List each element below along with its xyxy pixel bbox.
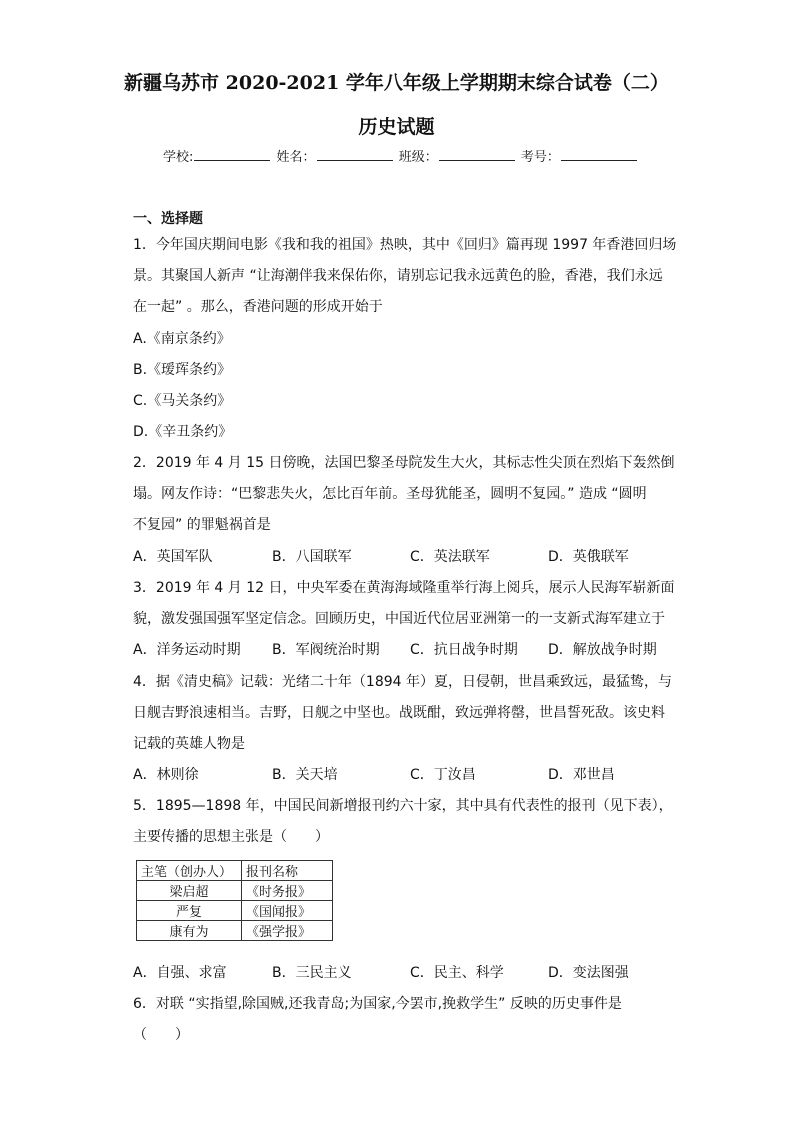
exam-number-label: 考号： xyxy=(520,150,560,165)
name-label: 姓名： xyxy=(276,150,316,165)
q1-line: 在一起” 。那么，香港问题的形成开始于 xyxy=(133,299,383,315)
q4-line: 4．据《清史稿》记载：光绪二十年（1894 年）夏，日侵朝，世昌乘致远，最猛鸷，与 xyxy=(133,674,672,690)
exam-number-blank[interactable] xyxy=(561,148,637,161)
table-header-cell: 报刊名称 xyxy=(242,861,333,881)
table-row xyxy=(137,901,333,921)
q4-option-b: B．关天培 xyxy=(272,767,338,783)
table-header-cell: 主笔（创办人） xyxy=(137,861,242,881)
section-heading: 一、选择题 xyxy=(133,211,203,227)
student-info-row xyxy=(163,146,639,165)
exam-title: 新疆乌苏市 2020-2021 学年八年级上学期期末综合试卷（二） xyxy=(124,72,669,94)
q3-option-d: D．解放战争时期 xyxy=(548,642,657,658)
q5-option-a: A．自强、求富 xyxy=(133,965,227,981)
q3-option-b: B．军阀统治时期 xyxy=(272,642,380,658)
class-blank[interactable] xyxy=(439,148,515,161)
q4-option-d: D．邓世昌 xyxy=(548,767,615,783)
table-cell: 梁启超 xyxy=(137,881,242,901)
table-row xyxy=(137,921,333,941)
q4-option-a: A．林则徐 xyxy=(133,767,199,783)
name-blank[interactable] xyxy=(317,148,393,161)
q1-line: 1．今年国庆期间电影《我和我的祖国》热映，其中《回归》篇再现 1997 年香港回归场 xyxy=(133,237,677,253)
q3-option-a: A．洋务运动时期 xyxy=(133,642,241,658)
q3-option-c: C．抗日战争时期 xyxy=(410,642,518,658)
q4-line: 记载的英雄人物是 xyxy=(133,736,245,752)
table-cell: 《强学报》 xyxy=(242,921,333,941)
q2-line: 不复园” 的罪魁祸首是 xyxy=(133,517,271,533)
q2-option-c: C．英法联军 xyxy=(410,549,490,565)
q6-line: 6．对联 “实指望,除国贼,还我青岛;为国家,今罢市,挽救学生” 反映的历史事件是 xyxy=(133,996,622,1012)
q1-line: 景。其聚国人新声 “让海潮伴我来保佑你，请别忘记我永远黄色的脸，香港，我们永远 xyxy=(133,268,663,284)
q6-line: （ ） xyxy=(133,1027,189,1043)
table-cell: 《时务报》 xyxy=(242,881,333,901)
q1-option-a: A.《南京条约》 xyxy=(133,331,231,347)
q1-option-d: D.《辛丑条约》 xyxy=(133,424,233,440)
table-row xyxy=(137,881,333,901)
q1-option-b: B.《瑷珲条约》 xyxy=(133,362,232,378)
q2-line: 2．2019 年 4 月 15 日傍晚，法国巴黎圣母院发生大火，其标志性尖顶在烈焰下轰然倒 xyxy=(133,455,675,471)
school-blank[interactable] xyxy=(194,148,270,161)
q4-line: 日舰吉野浪速相当。吉野，日舰之中坚也。战既酣，致远弹将罄，世昌誓死敌。该史料 xyxy=(133,705,665,721)
q3-line: 3．2019 年 4 月 12 日，中央军委在黄海海域隆重举行海上阅兵，展示人民海军崭新面 xyxy=(133,580,675,596)
q5-line: 主要传播的思想主张是（ ） xyxy=(133,829,329,845)
table-cell: 《国闻报》 xyxy=(242,901,333,921)
exam-subtitle: 历史试题 xyxy=(358,116,435,138)
table-cell: 严复 xyxy=(137,901,242,921)
q1-option-c: C.《马关条约》 xyxy=(133,393,232,409)
q2-line: 塌。网友作诗：“巴黎悲失火，怎比百年前。圣母犹能圣，圆明不复园。” 造成 “圆明 xyxy=(133,486,647,502)
q2-option-b: B．八国联军 xyxy=(272,549,352,565)
q2-option-d: D．英俄联军 xyxy=(548,549,629,565)
newspaper-table xyxy=(136,860,333,941)
q5-option-d: D．变法图强 xyxy=(548,965,629,981)
q2-option-a: A．英国军队 xyxy=(133,549,213,565)
class-label: 班级： xyxy=(398,150,438,165)
q5-option-b: B．三民主义 xyxy=(272,965,352,981)
table-header-row xyxy=(137,861,333,881)
table-cell: 康有为 xyxy=(137,921,242,941)
q4-option-c: C．丁汝昌 xyxy=(410,767,476,783)
q3-line: 貌，激发强国强军坚定信念。回顾历史，中国近代位居亚洲第一的一支新式海军建立于 xyxy=(133,611,665,627)
school-label: 学校: xyxy=(163,150,194,165)
q5-option-c: C．民主、科学 xyxy=(410,965,504,981)
q5-line: 5．1895—1898 年，中国民间新增报刊约六十家，其中具有代表性的报刊（见下表）， xyxy=(133,798,673,814)
